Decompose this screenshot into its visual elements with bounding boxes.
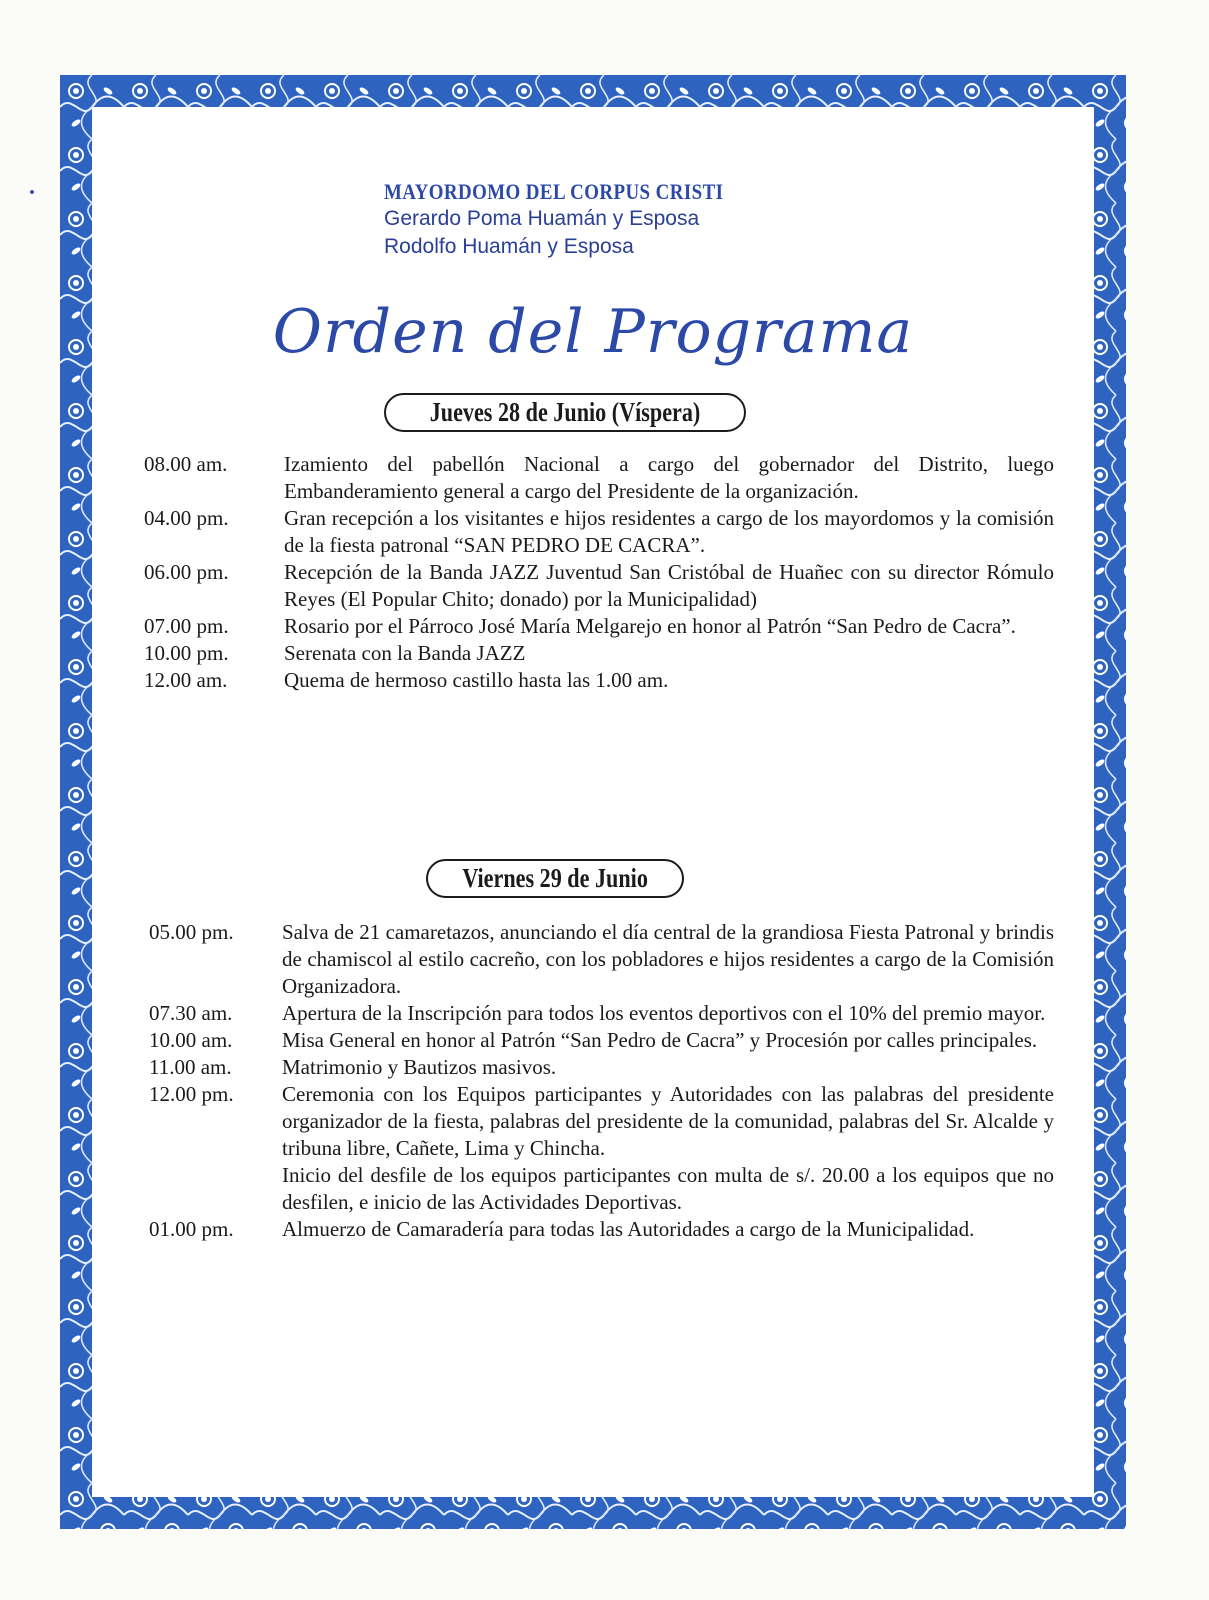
schedule-row bbox=[144, 451, 1054, 505]
schedule-row bbox=[149, 1081, 1054, 1162]
schedule-desc: Ceremonia con los Equipos participantes y Autoridades con las palabras del presidente organizador de la fiesta, palabras del presidente de la comunidad, palabras del Sr. Alcalde y tribuna libre, Cañete, Lima y Chincha. bbox=[282, 1082, 1054, 1160]
schedule-time: 10.00 pm. bbox=[144, 641, 229, 665]
schedule-desc: Izamiento del pabellón Nacional a cargo del gobernador del Distrito, luego Embanderamiento general a cargo del Presidente de la organización. bbox=[284, 452, 1054, 503]
schedule-time bbox=[149, 1162, 282, 1216]
schedule-desc: Gran recepción a los visitantes e hijos residentes a cargo de los mayordomos y la comisión de la fiesta patronal “SAN PEDRO DE CACRA”. bbox=[284, 506, 1054, 557]
schedule-desc: Salva de 21 camaretazos, anunciando el día central de la grandiosa Fiesta Patronal y brindis de chamiscol al estilo cacreño, con los pobladores e hijos residentes a cargo de la Comisión Organizadora. bbox=[282, 920, 1054, 998]
schedule-row bbox=[149, 919, 1054, 1000]
schedule-time: 05.00 pm. bbox=[149, 920, 234, 944]
schedule-desc: Recepción de la Banda JAZZ Juventud San Cristóbal de Huañec con su director Rómulo Reyes (El Popular Chito; donado) por la Municipalidad) bbox=[284, 560, 1054, 611]
schedule-row bbox=[144, 559, 1054, 613]
schedule-time: 08.00 am. bbox=[144, 452, 228, 476]
schedule-row bbox=[149, 1027, 1054, 1054]
schedule-time: 10.00 am. bbox=[149, 1028, 233, 1052]
schedule-row bbox=[149, 1000, 1054, 1027]
schedule-desc: Matrimonio y Bautizos masivos. bbox=[282, 1055, 557, 1079]
schedule-row bbox=[144, 613, 1054, 640]
mayordomo-name-2: Rodolfo Huamán y Esposa bbox=[384, 235, 634, 258]
schedule-time: 11.00 am. bbox=[149, 1055, 232, 1079]
schedule-desc: Serenata con la Banda JAZZ bbox=[284, 641, 526, 665]
schedule-row bbox=[144, 667, 1054, 694]
day-heading-viernes: Viernes 29 de Junio bbox=[426, 859, 684, 898]
mayordomo-name-1: Gerardo Poma Huamán y Esposa bbox=[384, 207, 700, 230]
schedule-viernes bbox=[149, 919, 1054, 1243]
schedule-row bbox=[149, 1162, 1054, 1216]
schedule-desc: Almuerzo de Camaradería para todas las Autoridades a cargo de la Municipalidad. bbox=[282, 1217, 975, 1241]
org-title: MAYORDOMO DEL CORPUS CRISTI bbox=[384, 179, 724, 204]
schedule-row bbox=[149, 1216, 1054, 1243]
day-heading-jueves: Jueves 28 de Junio (Víspera) bbox=[384, 393, 746, 432]
schedule-row bbox=[149, 1054, 1054, 1081]
mayordomo-header bbox=[384, 179, 779, 261]
floral-border-frame bbox=[60, 75, 1126, 1529]
schedule-desc: Misa General en honor al Patrón “San Pedro de Cacra” y Procesión por calles principales. bbox=[282, 1028, 1038, 1052]
schedule-row bbox=[144, 640, 1054, 667]
schedule-time: 01.00 pm. bbox=[149, 1217, 234, 1241]
schedule-time: 04.00 pm. bbox=[144, 506, 229, 530]
schedule-desc: Apertura de la Inscripción para todos los eventos deportivos con el 10% del premio mayor. bbox=[282, 1001, 1046, 1025]
schedule-time: 07.30 am. bbox=[149, 1001, 233, 1025]
stray-ink-dot bbox=[30, 190, 34, 194]
program-title: Orden del Programa bbox=[272, 297, 914, 367]
schedule-time: 12.00 pm. bbox=[149, 1082, 234, 1106]
schedule-time: 12.00 am. bbox=[144, 668, 228, 692]
schedule-time: 06.00 pm. bbox=[144, 560, 229, 584]
schedule-row bbox=[144, 505, 1054, 559]
schedule-time: 07.00 pm. bbox=[144, 614, 229, 638]
schedule-desc: Inicio del desfile de los equipos participantes con multa de s/. 20.00 a los equipos que no desfilen, e inicio de las Actividades Deportivas. bbox=[282, 1163, 1054, 1214]
program-sheet bbox=[92, 107, 1094, 1497]
schedule-jueves bbox=[144, 451, 1054, 694]
schedule-desc: Quema de hermoso castillo hasta las 1.00 am. bbox=[284, 668, 669, 692]
schedule-desc: Rosario por el Párroco José María Melgarejo en honor al Patrón “San Pedro de Cacra”. bbox=[284, 614, 1016, 638]
